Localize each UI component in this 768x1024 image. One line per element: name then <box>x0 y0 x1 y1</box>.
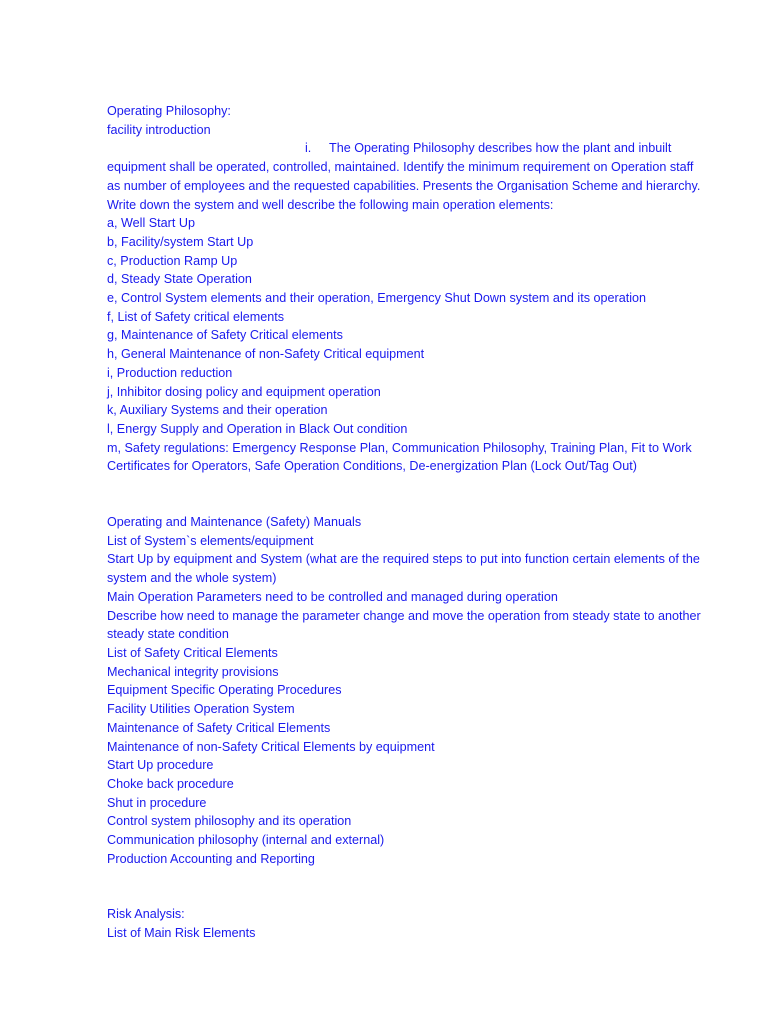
list-item: l, Energy Supply and Operation in Black Out condition <box>107 421 408 436</box>
section-operating-philosophy <box>107 102 727 476</box>
list-item: Start Up by equipment and System (what are the required steps to put into function certain elements of the <box>107 552 700 567</box>
list-item: Maintenance of non-Safety Critical Elements by equipment <box>107 739 435 754</box>
section-title: Operating Philosophy: <box>107 104 231 118</box>
spacer <box>107 476 727 513</box>
list-item: system and the whole system) <box>107 571 277 586</box>
list-item: a, Well Start Up <box>107 216 195 231</box>
list-item: h, General Maintenance of non-Safety Critical equipment <box>107 347 425 362</box>
list-item: Choke back procedure <box>107 776 234 791</box>
list-item: Describe how need to manage the parameter change and move the operation from steady state to another <box>107 608 701 623</box>
list-item: Certificates for Operators, Safe Operation Conditions, De-energization Plan (Lock Out/Tag Out) <box>107 459 637 474</box>
list-item: Shut in procedure <box>107 795 207 810</box>
list-item: Mechanical integrity provisions <box>107 664 279 679</box>
list-item: f, List of Safety critical elements <box>107 309 285 324</box>
list-item: Equipment Specific Operating Procedures <box>107 683 342 698</box>
list-item: Maintenance of Safety Critical Elements <box>107 720 331 735</box>
text-line: Write down the system and well describe the following main operation elements: <box>107 197 554 212</box>
section-risk-analysis <box>107 905 727 942</box>
list-item: Production Accounting and Reporting <box>107 851 315 866</box>
list-item: j, Inhibitor dosing policy and equipment operation <box>107 384 381 399</box>
list-number: i. <box>305 141 312 156</box>
intro-text: The Operating Philosophy describes how the plant and inbuilt <box>329 141 672 156</box>
list-item: b, Facility/system Start Up <box>107 234 254 249</box>
list-item: Main Operation Parameters need to be controlled and managed during operation <box>107 589 558 604</box>
numbered-intro-line <box>107 139 727 158</box>
list-item: Control system philosophy and its operation <box>107 814 352 829</box>
spacer <box>107 868 727 905</box>
list-item: i, Production reduction <box>107 365 233 380</box>
text-line: equipment shall be operated, controlled, maintained. Identify the minimum requirement on Operation staff <box>107 160 694 175</box>
list-item: g, Maintenance of Safety Critical elements <box>107 328 343 343</box>
list-item: Start Up procedure <box>107 758 214 773</box>
list-item: List of System`s elements/equipment <box>107 533 314 548</box>
list-item: m, Safety regulations: Emergency Response Plan, Communication Philosophy, Training Plan, Fit to Work <box>107 440 692 455</box>
list-item: d, Steady State Operation <box>107 272 252 287</box>
section-title: Operating and Maintenance (Safety) Manuals <box>107 515 362 530</box>
list-item: k, Auxiliary Systems and their operation <box>107 403 328 418</box>
section-subtitle: facility introduction <box>107 122 211 137</box>
list-item: Communication philosophy (internal and external) <box>107 833 385 848</box>
list-item: c, Production Ramp Up <box>107 253 238 268</box>
list-item: e, Control System elements and their operation, Emergency Shut Down system and its operation <box>107 291 647 306</box>
document-body <box>107 102 727 943</box>
text-line: as number of employees and the requested capabilities. Presents the Organisation Scheme and hierarchy. <box>107 178 701 193</box>
section-operating-maintenance-manuals <box>107 513 727 868</box>
list-item: Facility Utilities Operation System <box>107 702 295 717</box>
section-title: Risk Analysis: <box>107 907 185 922</box>
list-item: List of Main Risk Elements <box>107 926 256 941</box>
list-item: steady state condition <box>107 627 229 642</box>
list-item: List of Safety Critical Elements <box>107 645 278 660</box>
